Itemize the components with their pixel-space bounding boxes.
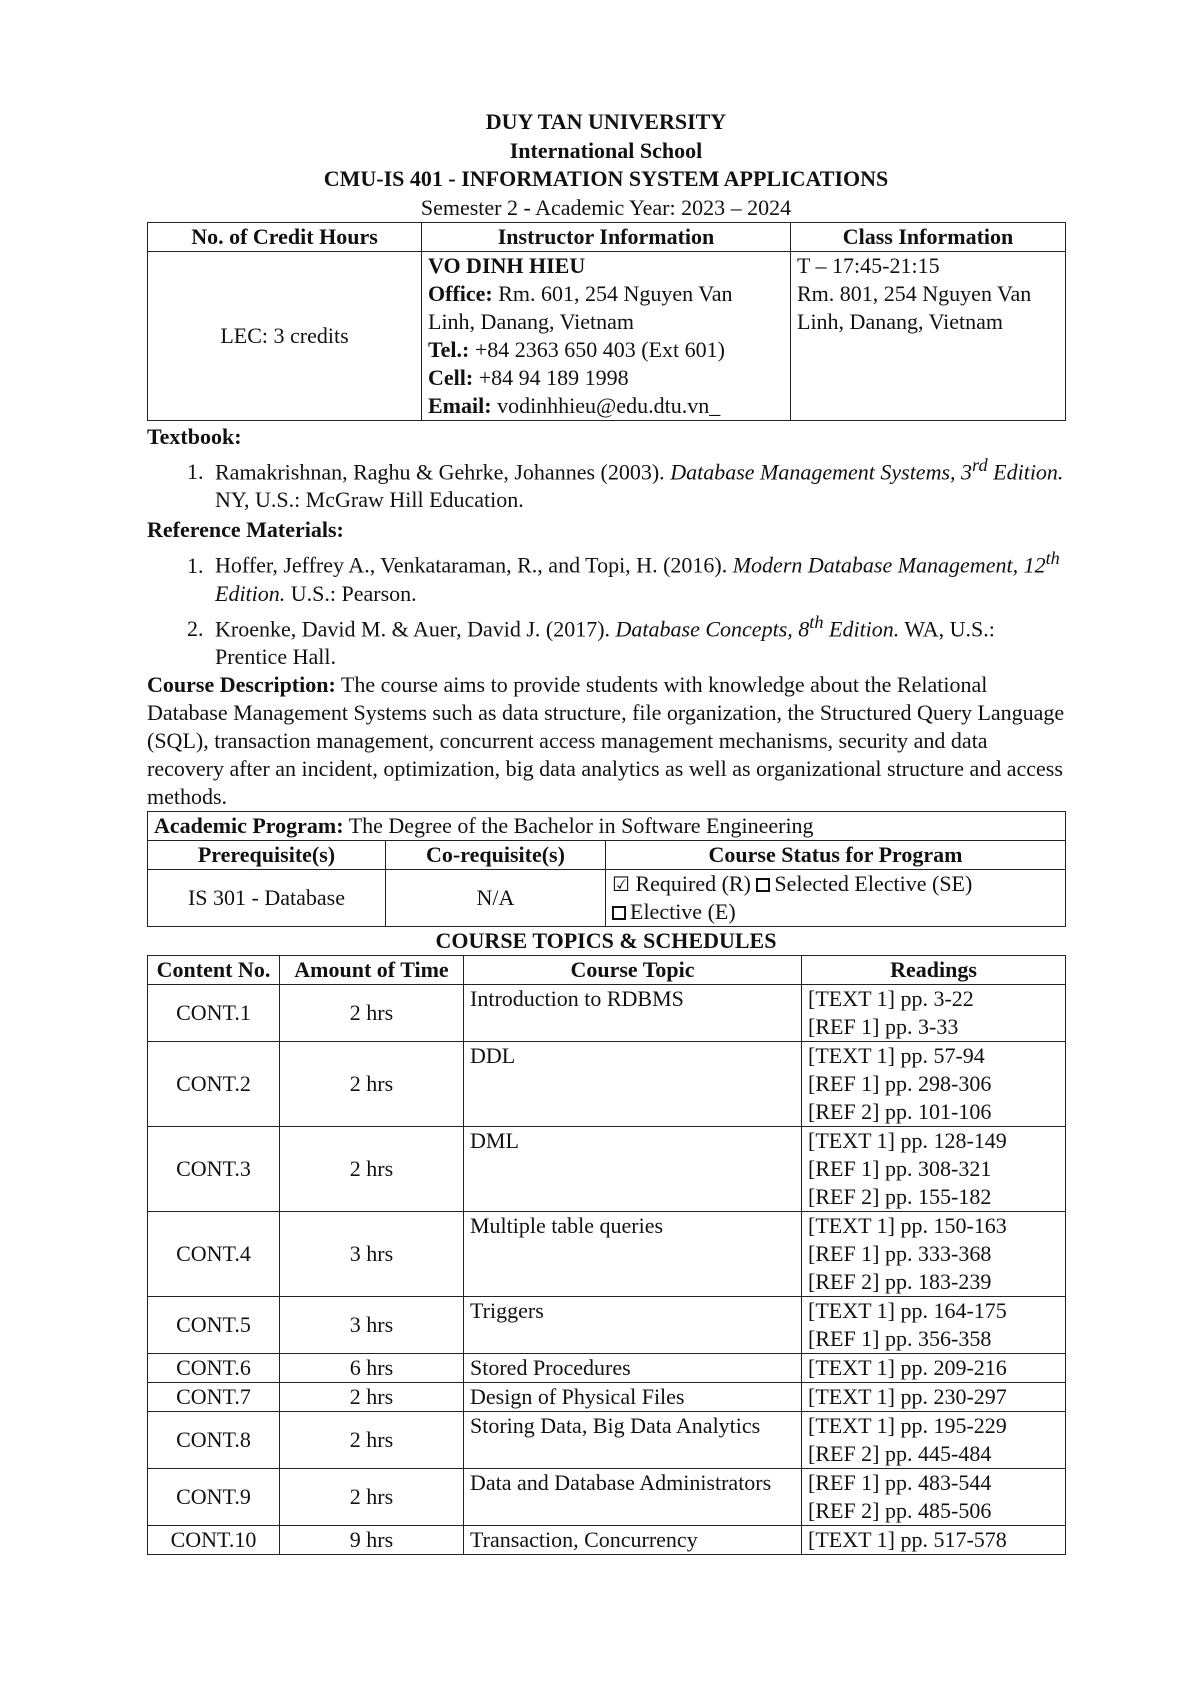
cell-label: Cell: [428, 365, 474, 390]
email-line [428, 392, 784, 420]
description-label: Course Description: [147, 671, 336, 697]
content-no-cell: CONT.4 [148, 1211, 280, 1296]
prerequisite-cell: IS 301 - Database [148, 869, 386, 926]
table-row [148, 1411, 1066, 1468]
table-row [148, 1382, 1066, 1411]
content-no-cell: CONT.8 [148, 1411, 280, 1468]
readings-cell [802, 1126, 1066, 1211]
topic-cell: Storing Data, Big Data Analytics [464, 1411, 802, 1468]
reference-item [209, 608, 1065, 671]
content-no-cell: CONT.9 [148, 1468, 280, 1525]
readings-cell [802, 1041, 1066, 1126]
reading-item: [TEXT 1] pp. 128-149 [808, 1127, 1007, 1153]
prerequisite-header: Prerequisite(s) [148, 840, 386, 869]
time-cell: 2 hrs [280, 984, 464, 1041]
citation-edition: Edition. [823, 615, 900, 641]
topic-cell: Transaction, Concurrency [464, 1525, 802, 1554]
unchecked-box-icon [756, 878, 770, 892]
status-selected-elective: Selected Elective (SE) [774, 870, 973, 896]
time-cell: 3 hrs [280, 1296, 464, 1353]
topic-cell: Stored Procedures [464, 1353, 802, 1382]
reading-item: [REF 1] pp. 3-33 [808, 1013, 959, 1039]
email-value[interactable]: vodinhhieu@edu.dtu.vn_ [497, 393, 721, 418]
schedule-table [147, 955, 1066, 1555]
office-line [428, 280, 784, 336]
time-cell: 2 hrs [280, 1468, 464, 1525]
checked-box-icon: ☑ [612, 871, 630, 896]
schedule-body [148, 984, 1066, 1554]
instructor-header: Instructor Information [422, 223, 791, 252]
citation-publisher: U.S.: Pearson. [285, 580, 417, 606]
class-time: T – 17:45-21:15 [797, 253, 940, 278]
tel-label: Tel.: [428, 337, 470, 362]
unchecked-box-icon [612, 906, 626, 920]
reading-item: [REF 2] pp. 183-239 [808, 1268, 992, 1294]
reading-item: [TEXT 1] pp. 517-578 [808, 1526, 1007, 1552]
time-cell: 2 hrs [280, 1411, 464, 1468]
time-cell: 2 hrs [280, 1126, 464, 1211]
program-table [147, 811, 1066, 927]
cell-value: +84 94 189 1998 [478, 365, 629, 390]
citation-text: Kroenke, David M. & Auer, David J. (2017). [215, 615, 616, 641]
table-row [148, 1353, 1066, 1382]
corequisite-cell: N/A [386, 869, 606, 926]
table-row [148, 1126, 1066, 1211]
citation-publisher: WA, U.S.: Prentice Hall. [215, 615, 995, 669]
content-no-header: Content No. [148, 955, 280, 984]
citation-title: Modern Database Management, 12 [732, 552, 1046, 578]
topic-cell: DDL [464, 1041, 802, 1126]
academic-program-row [148, 811, 1066, 840]
citation-publisher: NY, U.S.: McGraw Hill Education. [215, 487, 524, 513]
citation-title: Database Management Systems, 3 [670, 459, 973, 485]
citation-edition: Edition. [987, 459, 1064, 485]
class-room: Rm. 801, 254 Nguyen Van Linh, Danang, Vietnam [797, 281, 1032, 334]
instructor-cell [422, 252, 791, 421]
content-no-cell: CONT.10 [148, 1525, 280, 1554]
textbook-title: Textbook: [147, 424, 242, 449]
topic-cell: Introduction to RDBMS [464, 984, 802, 1041]
office-value: Rm. 601, 254 Nguyen Van Linh, Danang, Vietnam [428, 281, 733, 334]
reading-item: [REF 2] pp. 155-182 [808, 1183, 992, 1209]
reading-item: [REF 1] pp. 333-368 [808, 1240, 992, 1266]
time-cell: 9 hrs [280, 1525, 464, 1554]
topic-cell: Data and Database Administrators [464, 1468, 802, 1525]
readings-cell [802, 1353, 1066, 1382]
reading-item: [TEXT 1] pp. 195-229 [808, 1412, 1007, 1438]
readings-cell [802, 1411, 1066, 1468]
reading-item: [TEXT 1] pp. 164-175 [808, 1297, 1007, 1323]
topic-header: Course Topic [464, 955, 802, 984]
citation-sup: th [1045, 548, 1060, 569]
status-header: Course Status for Program [606, 840, 1066, 869]
time-cell: 3 hrs [280, 1211, 464, 1296]
reading-item: [TEXT 1] pp. 209-216 [808, 1354, 1007, 1380]
status-required: Required (R) [635, 870, 751, 896]
reading-item: [REF 2] pp. 485-506 [808, 1497, 992, 1523]
tel-line [428, 336, 784, 364]
program-label: Academic Program: [154, 812, 344, 838]
topic-cell: Design of Physical Files [464, 1382, 802, 1411]
instructor-name: VO DINH HIEU [428, 253, 586, 278]
program-value: The Degree of the Bachelor in Software Engineering [348, 812, 814, 838]
content-no-cell: CONT.6 [148, 1353, 280, 1382]
reading-item: [TEXT 1] pp. 57-94 [808, 1042, 985, 1068]
content-no-cell: CONT.5 [148, 1296, 280, 1353]
topic-cell: Multiple table queries [464, 1211, 802, 1296]
cell-line [428, 364, 784, 392]
school-name: International School [509, 137, 703, 163]
readings-cell [802, 1211, 1066, 1296]
email-label: Email: [428, 393, 492, 418]
course-info-table [147, 222, 1066, 421]
table-row [148, 1211, 1066, 1296]
credit-hours-header: No. of Credit Hours [148, 223, 422, 252]
status-cell [606, 869, 1066, 926]
reading-item: [REF 2] pp. 445-484 [808, 1440, 992, 1466]
reading-item: [REF 1] pp. 298-306 [808, 1070, 992, 1096]
reference-item [209, 544, 1065, 607]
topic-cell: DML [464, 1126, 802, 1211]
reading-item: [REF 1] pp. 483-544 [808, 1469, 992, 1495]
content-no-cell: CONT.2 [148, 1041, 280, 1126]
references-list [147, 544, 1065, 671]
office-label: Office: [428, 281, 493, 306]
credits-cell: LEC: 3 credits [148, 252, 422, 421]
citation-title: Database Concepts, 8 [615, 615, 810, 641]
citation-text: Ramakrishnan, Raghu & Gehrke, Johannes (2003). [215, 459, 671, 485]
reading-item: [REF 1] pp. 356-358 [808, 1325, 992, 1351]
course-description [147, 671, 1065, 811]
reading-item: [REF 2] pp. 101-106 [808, 1098, 992, 1124]
table-row [148, 1468, 1066, 1525]
schedule-title: COURSE TOPICS & SCHEDULES [435, 927, 777, 953]
content-no-cell: CONT.3 [148, 1126, 280, 1211]
reading-item: [REF 1] pp. 308-321 [808, 1155, 992, 1181]
status-elective: Elective (E) [630, 898, 736, 924]
reading-item: [TEXT 1] pp. 3-22 [808, 985, 974, 1011]
tel-value: +84 2363 650 403 (Ext 601) [474, 337, 725, 362]
reading-item: [TEXT 1] pp. 230-297 [808, 1383, 1007, 1409]
textbook-list [147, 451, 1065, 514]
table-row [148, 1041, 1066, 1126]
table-row [148, 1525, 1066, 1554]
class-header: Class Information [791, 223, 1066, 252]
reading-item: [TEXT 1] pp. 150-163 [808, 1212, 1007, 1238]
content-no-cell: CONT.1 [148, 984, 280, 1041]
table-row [148, 984, 1066, 1041]
references-title: Reference Materials: [147, 517, 344, 543]
class-cell [791, 252, 1066, 421]
semester-line: Semester 2 - Academic Year: 2023 – 2024 [420, 194, 792, 220]
time-cell: 6 hrs [280, 1353, 464, 1382]
citation-sup: rd [972, 455, 988, 475]
topic-cell: Triggers [464, 1296, 802, 1353]
course-title: CMU-IS 401 - INFORMATION SYSTEM APPLICATIONS [323, 166, 889, 191]
readings-cell [802, 1382, 1066, 1411]
syllabus-page [147, 108, 1065, 1555]
time-cell: 2 hrs [280, 1382, 464, 1411]
citation-text: Hoffer, Jeffrey A., Venkataraman, R., and Topi, H. (2016). [215, 552, 733, 578]
readings-cell [802, 1525, 1066, 1554]
university-name: DUY TAN UNIVERSITY [485, 109, 727, 134]
citation-edition: Edition. [215, 580, 286, 606]
readings-cell [802, 1296, 1066, 1353]
readings-header: Readings [802, 955, 1066, 984]
time-header: Amount of Time [280, 955, 464, 984]
readings-cell [802, 1468, 1066, 1525]
textbook-item [209, 451, 1065, 514]
table-row [148, 1296, 1066, 1353]
readings-cell [802, 984, 1066, 1041]
description-text: The course aims to provide students with knowledge about the Relational Database Management Systems such as data structure, file organization, the Structured Query Language (SQL), transaction management, concurrent access management mechanisms, security and data recovery after an incident, optimization, big data analytics as well as organizational structure and access methods. [147, 671, 1065, 809]
corequisite-header: Co-requisite(s) [386, 840, 606, 869]
citation-sup: th [809, 611, 824, 632]
content-no-cell: CONT.7 [148, 1382, 280, 1411]
time-cell: 2 hrs [280, 1041, 464, 1126]
